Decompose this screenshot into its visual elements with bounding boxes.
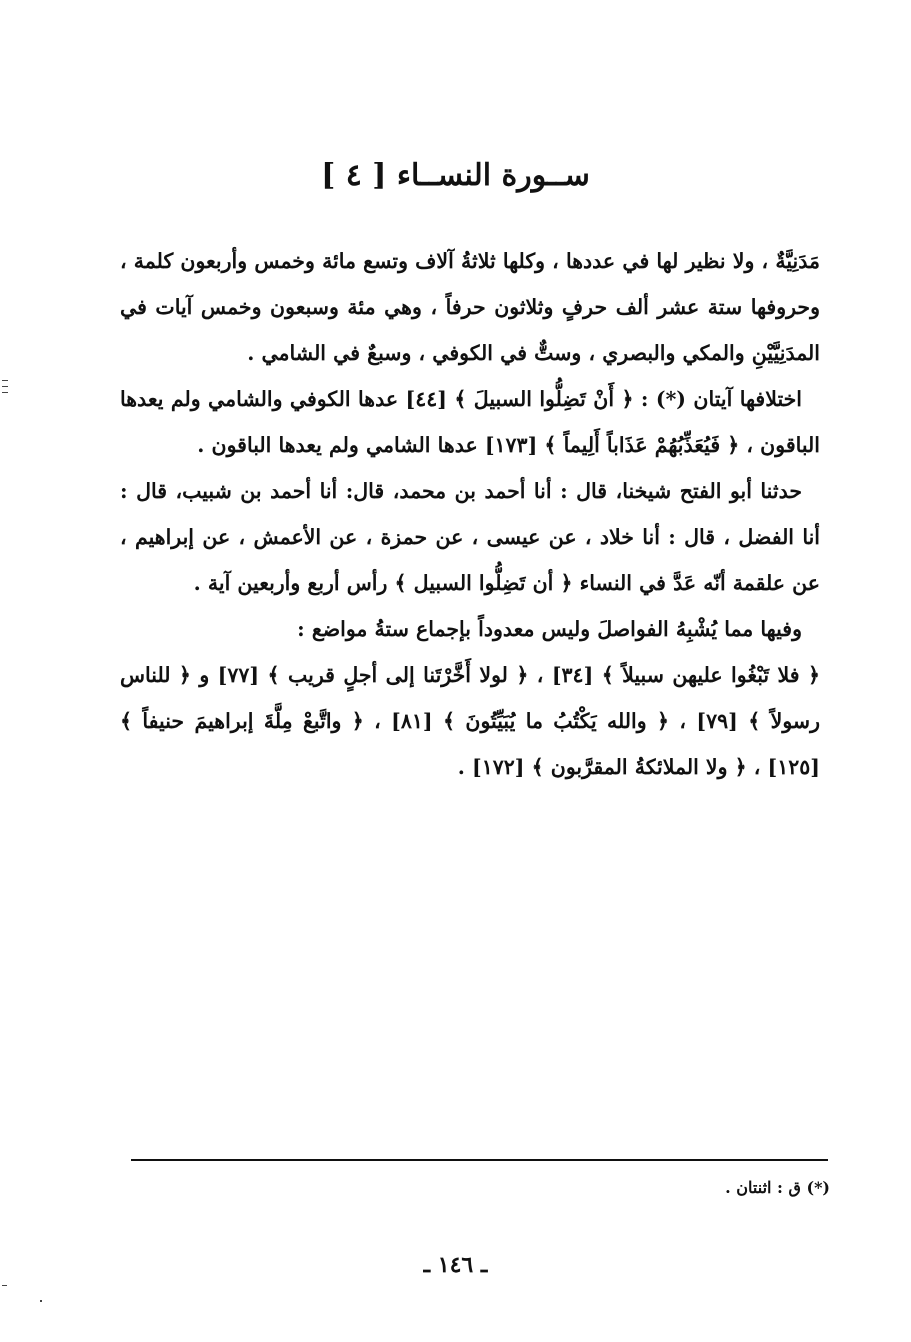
paragraph-intro: مَدَنِيَّةٌ ، ولا نظير لها في عددها ، وكلها ثلاثةُ آلاف وتسع مائة وخمس وأربعون كلمة ، وحروفها ستة عشر ألف حرفٍ وثلاثون حرفاً ، وهي مئة وسبعون وخمس آيات في المدَنِيَّيْنِ والمكي والبصري ، وستٌّ في الكوفي ، وسبعٌ في الشامي . <box>120 249 820 365</box>
paragraph-differences: اختلافها آيتان (*) : ﴿ أَنْ تَضِلُّوا السبيلَ ﴾ [٤٤] عدها الكوفي والشامي ولم يعدها الباقون ، ﴿ فَيُعَذِّبُهُمْ عَذَاباً أَلِيماً ﴾ [١٧٣] عدها الشامي ولم يعدها الباقون . <box>120 387 820 457</box>
paragraph-narration: حدثنا أبو الفتح شيخنا، قال : أنا أحمد بن محمد، قال: أنا أحمد بن شبيب، قال : أنا الفضل ، قال : أنا خلاد ، عن عيسى ، عن حمزة ، عن الأعمش ، عن إبراهيم ، عن علقمة أنّه عَدَّ في النساء ﴿ أن تَضِلُّوا السبيل ﴾ رأس أربع وأربعين آية . <box>120 479 820 595</box>
scan-edge-mark <box>40 1300 42 1302</box>
footnote-divider <box>131 1159 828 1161</box>
page-number: ـ ١٤٦ ـ <box>423 1252 488 1278</box>
body-text <box>120 238 820 790</box>
paragraph-verse-list: ﴿ فلا تَبْغُوا عليهن سبيلاً ﴾ [٣٤] ، ﴿ لولا أَخَّرْتَنا إلى أجلٍ قريب ﴾ [٧٧] و ﴿ للناس رسولاً ﴾ [٧٩] ، ﴿ والله يَكْتُبُ ما يُبَيِّتُونَ ﴾ [٨١] ، ﴿ واتَّبعْ مِلَّةَ إبراهيمَ حنيفاً ﴾ [١٢٥] ، ﴿ ولا الملائكةُ المقرَّبون ﴾ [١٧٢] . <box>120 663 820 779</box>
scan-edge-mark <box>2 392 8 393</box>
footnote: (*) ق : اثنتان . <box>725 1178 830 1197</box>
scan-edge-mark <box>2 380 8 381</box>
paragraph-similar-intro: وفيها مما يُشْبِهُ الفواصلَ وليس معدوداً بإجماع ستةُ مواضع : <box>297 617 802 641</box>
scan-edge-mark <box>2 386 8 387</box>
scan-edge-mark <box>2 1285 7 1286</box>
surah-title: ســورة النســاء [ ٤ ] <box>321 158 590 193</box>
